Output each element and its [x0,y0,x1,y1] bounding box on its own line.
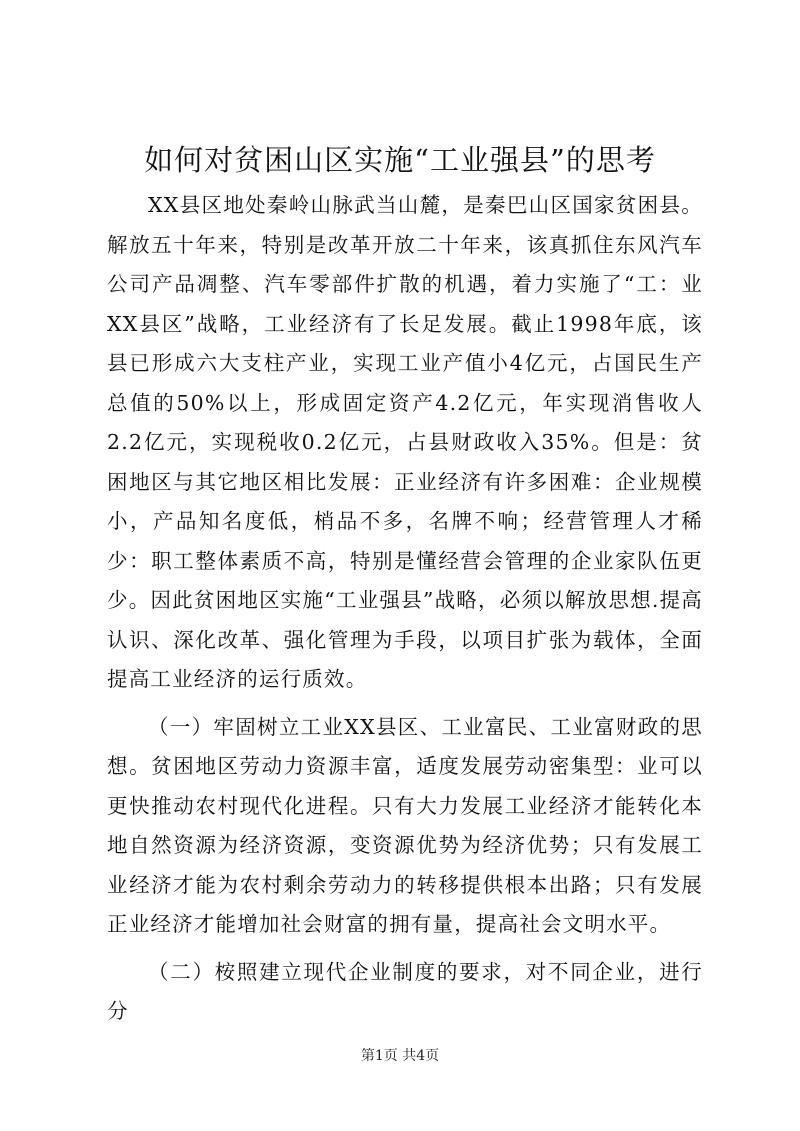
document-title: 如何对贫困山区实施“工业强县”的思考 [144,143,656,177]
document-body [107,186,703,1032]
paragraph-section-two: （二）桉照建立现代企业制度的要求，对不同企业，进行分 [107,959,703,1023]
paragraph-section-one: （一）牢固树立工业XX县区、工业富民、工业富财政的思想。贫困地区劳动力资源丰富，适度发展劳动密集型：业可以更快推动农村现代化进程。只有大力发展工业经济才能转化本地自然资源为经济资源，变资源优势为经济优势；只有发展工业经济才能为农村剩余劳动力的转移提供根本出路；只有发展正业经济才能增加社会财富的拥有量，提高社会文明水平。 [107,714,703,936]
page-number-footer: 第1页 共4页 [360,1048,440,1064]
paragraph-intro: XX县区地处秦岭山脉武当山麓，是秦巴山区国家贫困县。解放五十年来，特别是改革开放二十年来，该真抓住东风汽车公司产品凋整、汽车零部件扩散的机遇，着力实施了“工：业XX县区”战略，工业经济有了长足发展。截止1998年底，该县已形成六大支柱产业，实现工业产值小4亿元，占国民生产总值的50%以上，形成固定资产4.2亿元，年实现消售收人2.2亿元，实现税收0.2亿元，占县财政收入35%。但是：贫困地区与其它地区相比发展：正业经济有许多困难：企业规模小，产品知名度低，梢品不多，名牌不响；经营管理人才稀少：职工整体素质不高，特别是懂经营会管理的企业家队伍更少。因此贫困地区实施“工业强县”战略，必须以解放思想.提高认识、深化改革、强化管理为手段，以项目扩张为载体，全面提高工业经济的运行质效。 [107,193,703,691]
